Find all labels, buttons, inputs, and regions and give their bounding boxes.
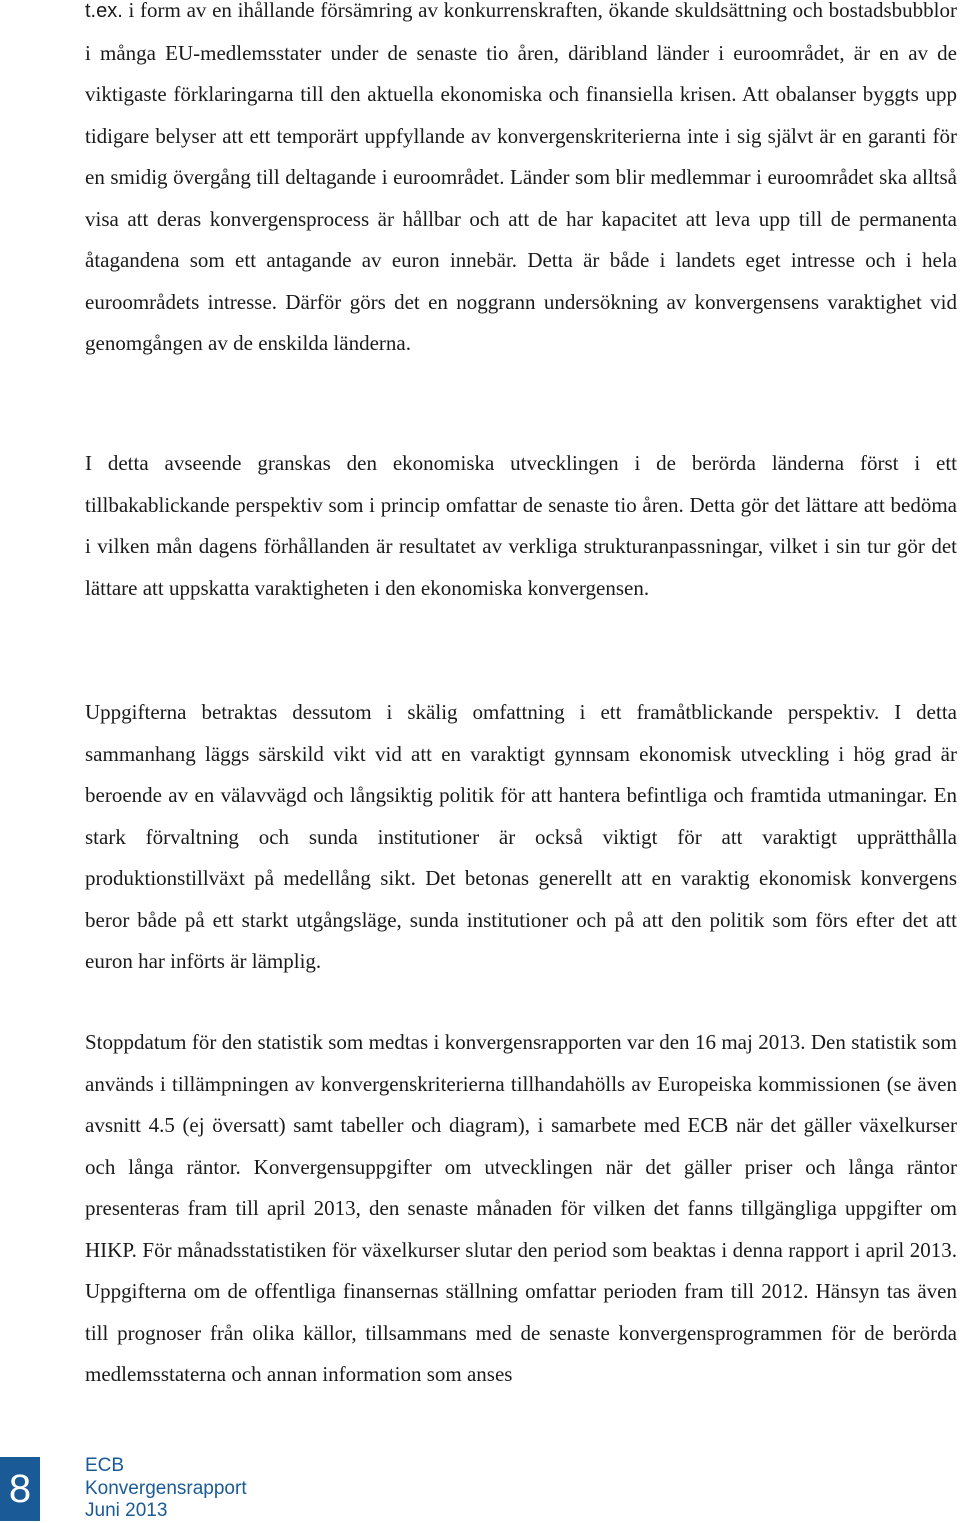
paragraph-1-text xyxy=(85,0,957,365)
paragraph-1 xyxy=(85,0,957,365)
paragraph-2-text: I detta avseende granskas den ekonomiska utvecklingen i de berörda länderna först i ett tillbakablickande perspektiv som i princip omfattar de senaste tio åren. Detta gör det lättare att bedöma i vilken mån dagens förhållanden är resultatet av verkliga strukturanpassningar, vilket i sin tur gör det lättare att uppskatta varaktigheten i den ekonomiska konvergensen. xyxy=(85,451,957,600)
footer-report-title: Konvergensrapport xyxy=(85,1477,247,1499)
paragraph-3 xyxy=(85,692,957,983)
paragraph-4 xyxy=(85,1022,957,1396)
paragraph-1-body: i form av en ihållande försämring av konkurrenskraften, ökande skuldsättning och bostadsbubblor i många EU-medlemsstater under de senaste tio åren, däribland länder i euroområdet, är en av de viktigaste förklaringarna till den aktuella ekonomiska och finansiella krisen. Att obalanser byggts upp tidigare belyser att ett temporärt uppfyllande av konvergenskriterierna inte i sig självt är en garanti för en smidig övergång till deltagande i euroområdet. Länder som blir medlemmar i euroområdet ska alltså visa att deras konvergensprocess är hållbar och att de har kapacitet att leva upp till de permanenta åtagandena som ett antagande av euron innebär. Detta är både i landets eget intresse och i hela euroområdets intresse. Därför görs det en noggrann undersökning av konvergensens varaktighet vid genomgången av de enskilda länderna. xyxy=(85,0,957,355)
paragraph-3-text: Uppgifterna betraktas dessutom i skälig omfattning i ett framåtblickande perspektiv. I detta sammanhang läggs särskild vikt vid att en varaktigt gynnsam ekonomisk utveckling i hög grad är beroende av en välavvägd och långsiktig politik för att hantera befintliga och framtida utmaningar. En stark förvaltning och sunda institutioner är också viktigt för att varaktigt upprätthålla produktionstillväxt på medellång sikt. Det betonas generellt att en varaktig ekonomisk konvergens beror både på ett starkt utgångsläge, sunda institutioner och på att den politik som förs efter det att euron har införts är lämplig. xyxy=(85,700,957,973)
footer-org: ECB xyxy=(85,1455,125,1476)
footer xyxy=(85,1455,247,1523)
paragraph-1-lead: t.ex. xyxy=(85,0,123,22)
footer-date: Juni 2013 xyxy=(85,1500,168,1521)
paragraph-4-text: Stoppdatum för den statistik som medtas i konvergensrapporten var den 16 maj 2013. Den statistik som används i tillämpningen av konvergenskriterierna tillhandahölls av Europeiska kommissionen (se även avsnitt 4.5 (ej översatt) samt tabeller och diagram), i samarbete med ECB när det gäller växelkurser och långa räntor. Konvergensuppgifter om utvecklingen när det gäller priser och långa räntor presenteras fram till april 2013, den senaste månaden för vilken det fanns tillgängliga uppgifter om HIKP. För månadsstatistiken för växelkurser slutar den period som beaktas i denna rapport i april 2013. Uppgifterna om de offentliga finansernas ställning omfattar perioden fram till 2012. Hänsyn tas även till prognoser från olika källor, tillsammans med de senaste konvergensprogrammen för de berörda medlemsstaterna och annan information som anses xyxy=(85,1030,957,1386)
paragraph-2 xyxy=(85,443,957,609)
page-number: 8 xyxy=(0,1457,40,1521)
